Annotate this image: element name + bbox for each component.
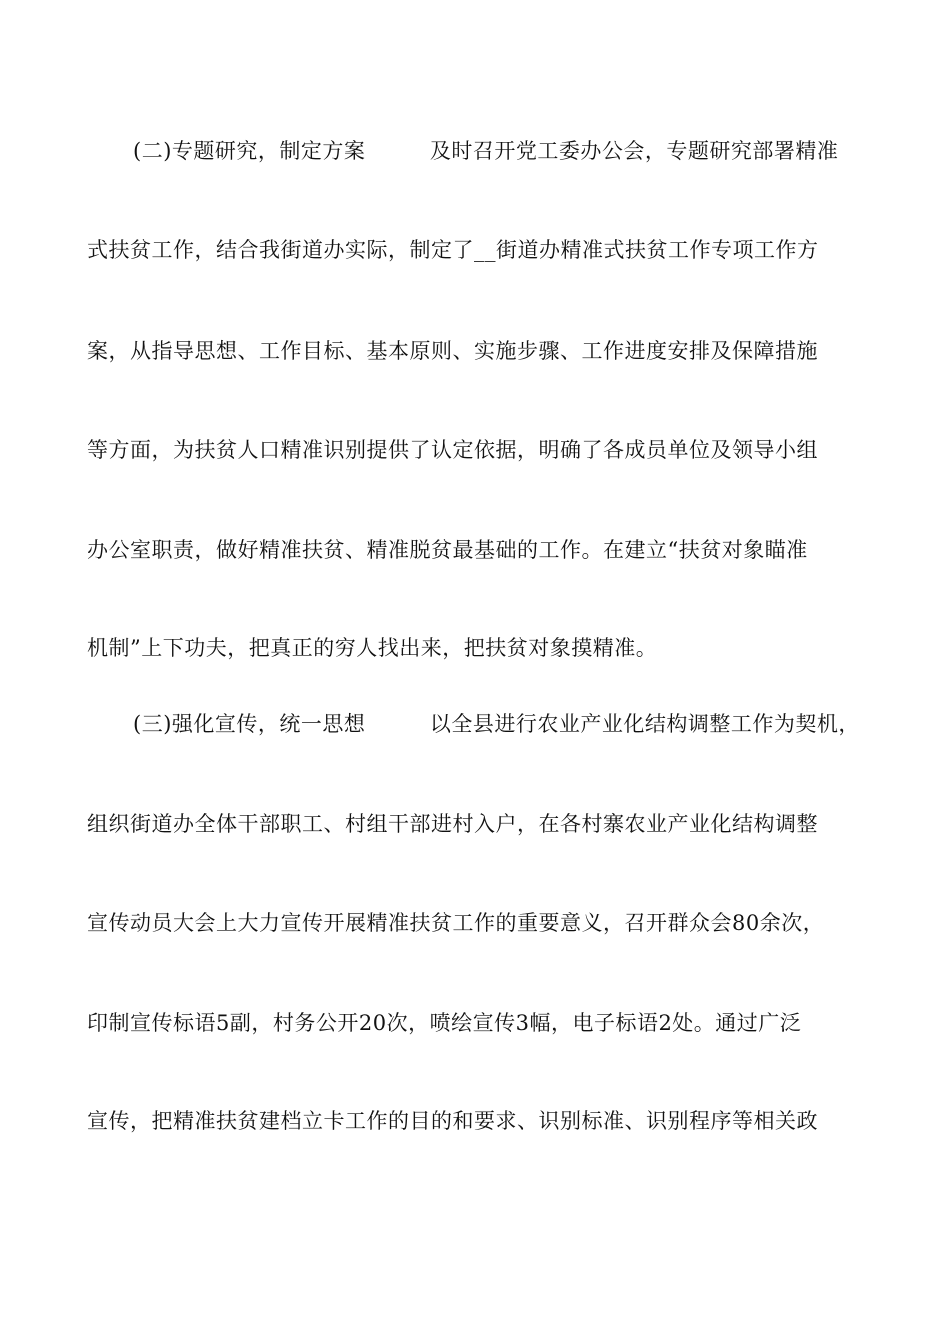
paragraph-line: 等方面，为扶贫人口精准识别提供了认定依据，明确了各成员单位及领导小组 <box>87 438 818 462</box>
paragraph-line: 机制”上下功夫，把真正的穷人找出来，把扶贫对象摸精准。 <box>87 636 658 660</box>
paragraph-3-heading-line: (三)强化宣传，统一思想 以全县进行农业产业化结构调整工作为契机， <box>133 712 860 736</box>
paragraph-line: 宣传动员大会上大力宣传开展精准扶贫工作的重要意义，召开群众会80余次， <box>87 911 825 935</box>
paragraph-line: 宣传，把精准扶贫建档立卡工作的目的和要求、识别标准、识别程序等相关政 <box>87 1109 818 1133</box>
paragraph-line: 案，从指导思想、工作目标、基本原则、实施步骤、工作进度安排及保障措施 <box>87 339 818 363</box>
paragraph-line: 办公室职责，做好精准扶贫、精准脱贫最基础的工作。在建立“扶贫对象瞄准 <box>87 538 808 562</box>
paragraph-line: 组织街道办全体干部职工、村组干部进村入户，在各村寨农业产业化结构调整 <box>87 812 818 836</box>
paragraph-line: 印制宣传标语5副，村务公开20次，喷绘宣传3幅，电子标语2处。通过广泛 <box>87 1011 802 1035</box>
paragraph-2-heading-line: (二)专题研究，制定方案 及时召开党工委办公会，专题研究部署精准 <box>133 139 839 163</box>
paragraph-line: 式扶贫工作，结合我街道办实际，制定了__街道办精准式扶贫工作专项工作方 <box>87 238 819 262</box>
